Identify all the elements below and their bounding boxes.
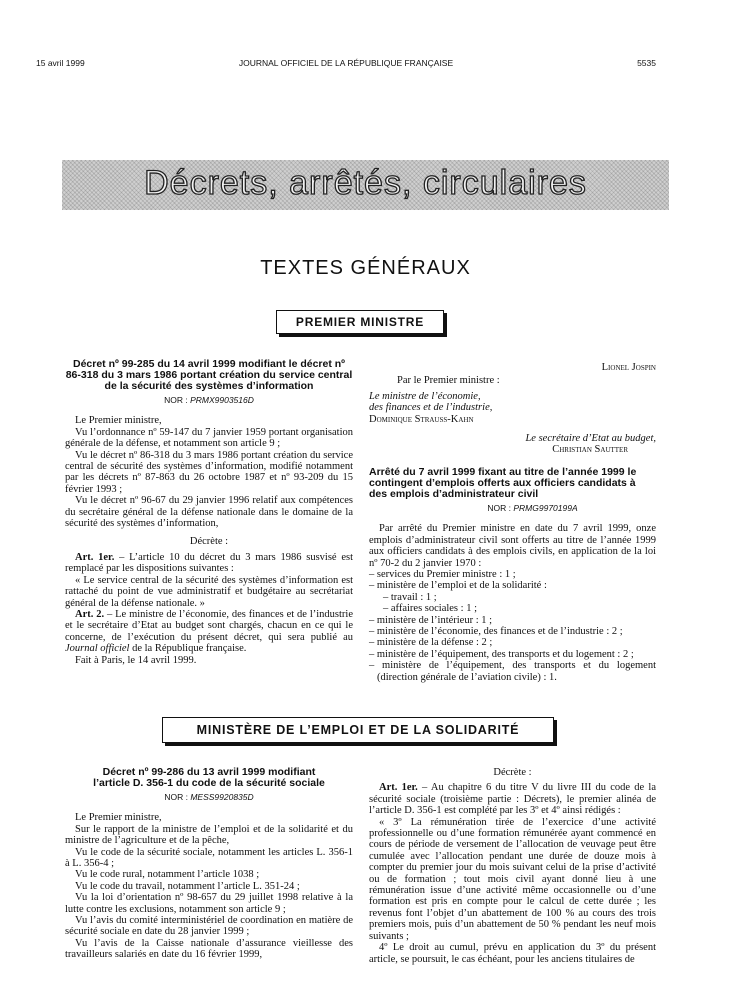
signing-place-date: Fait à Paris, le 14 avril 1999. [75, 654, 197, 666]
nor-code: MESS9920835D [190, 792, 254, 802]
running-header [36, 58, 656, 72]
minister-signature: Dominique Strauss-Kahn [369, 413, 474, 425]
list-item: – services du Premier ministre : 1 ; [369, 569, 656, 580]
header-journal-title: JOURNAL OFFICIEL DE LA RÉPUBLIQUE FRANÇAISE [238, 58, 454, 68]
arrete-intro: Par arrêté du Premier ministre en date du 7 avril 1999, onze emplois d’administrateur civil sont offerts au titre de l’année 1999 aux officiers candidats à des emplois civils, en application de la loi nº 70-2 du 2 janvier 1970 : [369, 523, 656, 569]
preamble-paragraph: Vu l’avis du comité interministériel de coordination en matière de sécurité sociale en date du 28 janvier 1999 ; [65, 915, 353, 938]
nor-reference [409, 503, 656, 514]
list-item: – ministère de l’économie, des finances et de l’industrie : 2 ; [369, 626, 656, 637]
minister-title-line-1: Le ministre de l’économie, [369, 390, 481, 402]
list-item: – ministère de l’emploi et de la solidarité : [369, 580, 656, 591]
journal-officiel-ref: Journal officiel [65, 643, 130, 655]
preamble-paragraph: Vu le décret nº 86-318 du 3 mars 1986 portant création du service central de sécurité des systèmes d’information, modifié notamment par les décrets nº 87-863 du 26 octobre 1987 et nº 93-209 du 15 février 1993 ; [65, 449, 353, 495]
pm-signature: Lionel Jospin [601, 362, 656, 373]
employment-list [369, 569, 656, 683]
preamble-paragraph: Vu l’ordonnance nº 59-147 du 7 janvier 1959 portant organisation générale de la défense, et notamment son article 9 ; [65, 426, 353, 450]
decree-title: Décret nº 99-285 du 14 avril 1999 modifiant le décret nº 86-318 du 3 mars 1986 portant création du service central de la sécurité des systèmes d’information [65, 358, 353, 392]
nor-reference [65, 792, 353, 803]
article-2-text: – Le ministre de l’économie, des finances et de l’industrie et le secrétaire d’Etat au budget sont chargés, chacun en ce qui le concerne, de l’exécution du présent décret, qui sera publié au [65, 608, 353, 643]
decree-title: Décret nº 99-286 du 13 avril 1999 modifiant l’article D. 356-1 du code de la sécurité sociale [93, 766, 325, 789]
preamble-paragraph: Vu le code rural, notamment l’article 1038 ; [75, 869, 260, 881]
nor-code: PRMX9903516D [190, 395, 254, 405]
decrete-label: Décrète : [189, 536, 229, 548]
decree-99-285 [65, 359, 353, 666]
nor-label: NOR : [164, 792, 188, 802]
article-2-label: Art. 2. [75, 608, 105, 620]
decrete-label: Décrète : [493, 767, 532, 778]
article-1-quote: « Le service central de la sécurité des systèmes d’information est rattaché du point de vue administratif et budgétaire au secrétariat général de la défense nationale. » [65, 574, 353, 609]
article-2 [65, 609, 353, 655]
nor-code: PRMG9970199A [513, 503, 578, 513]
article-1-text: – Au chapitre 6 du titre V du livre III du code de la sécurité sociale (troisième partie : Décrets), le premier alinéa de l’article D. 356-1 est complété par les 3º et 4º ainsi rédigés : [369, 782, 656, 817]
preamble-paragraph: Vu le code de la sécurité sociale, notamment les articles L. 356-1 à L. 356-4 ; [65, 846, 353, 870]
nor-label: NOR : [164, 395, 188, 405]
article-1 [65, 552, 353, 575]
list-item: – ministère de l’équipement, des transports et du logement (direction générale de l’aviation civile) : 1. [369, 660, 656, 683]
banner-title: Décrets, arrêtés, circulaires [144, 164, 587, 202]
preamble-paragraph: Le Premier ministre, [75, 812, 162, 824]
signature-block [369, 362, 656, 456]
article-1-paragraph-4: 4º Le droit au cumul, prévu en application du 3º du présent article, se poursuit, le cas échéant, pour les anciens titulaires de [369, 942, 656, 965]
nor-label: NOR : [487, 503, 511, 513]
decree-99-286 [65, 767, 353, 961]
minister-title-line-2: des finances et de l’industrie, [369, 402, 493, 414]
section-title: TEXTES GÉNÉRAUX [260, 257, 471, 279]
secretary-signature: Christian Sautter [552, 444, 628, 456]
article-1-label: Art. 1er. [75, 551, 115, 563]
article-1-paragraph-3: « 3º La rémunération tirée de l’exercice d’une activité professionnelle ou d’une formation rémunérée ayant commencé en cours de période de versement de l’allocation de veuvage peut être cumulée avec l’allocation pendant une durée de douze mois à compter du premier jour du mois suivant celui de la prise d’activité ou de formation ; tout mois civil ayant donné lieu à une rémunération issue d’une activité même occasionnelle ou d’une formation est pris en compte pour le calcul de cette durée ; les revenus font l’objet d’un abattement de 100 % au cours des trois premiers mois, puis d’un abattement de 50 % pendant les neuf mois suivants ; [369, 816, 656, 942]
article-2-end: de la République française. [129, 643, 247, 655]
arrete-title: Arrêté du 7 avril 1999 fixant au titre de l’année 1999 le contingent d’emplois offerts aux officiers candidats à des emplois d’administrateur civil [369, 466, 637, 500]
nor-reference [65, 395, 353, 406]
preamble-paragraph: Vu le code du travail, notamment l’article L. 351-24 ; [75, 880, 300, 892]
section-banner [62, 160, 669, 210]
preamble-paragraph: Sur le rapport de la ministre de l’emploi et de la solidarité et du ministre de l’agriculture et de la pêche, [65, 823, 353, 847]
list-item: – ministère de l’équipement, des transports et du logement : 2 ; [369, 649, 656, 660]
preamble-paragraph: Vu la loi d’orientation nº 98-657 du 29 juillet 1998 relative à la lutte contre les exclusions, notamment son article 9 ; [65, 892, 353, 915]
decree-99-286-articles [369, 767, 656, 965]
list-item: – affaires sociales : 1 ; [369, 603, 656, 614]
arrete-7-avril-1999 [369, 467, 656, 683]
par-premier-ministre: Par le Premier ministre : [397, 375, 500, 387]
header-date: 15 avril 1999 [36, 58, 85, 68]
preamble-paragraph: Vu le décret nº 96-67 du 29 janvier 1996 relatif aux compétences du secrétaire général de la défense nationale dans le domaine de la sécurité des systèmes d’information, [65, 495, 353, 530]
list-item: – ministère de la défense : 2 ; [369, 637, 656, 648]
article-1-label: Art. 1er. [379, 782, 418, 794]
list-item: – ministère de l’intérieur : 1 ; [369, 615, 656, 626]
preamble-paragraph: Le Premier ministre, [75, 415, 162, 427]
header-page-number: 5535 [637, 58, 656, 68]
ministry-heading-premier-ministre: PREMIER MINISTRE [276, 310, 444, 334]
article-1-text: – L’article 10 du décret du 3 mars 1986 susvisé est remplacé par les dispositions suivantes : [65, 551, 353, 575]
preamble-paragraph: Vu l’avis de la Caisse nationale d’assurance vieillesse des travailleurs salariés en date du 16 février 1999, [65, 937, 353, 961]
article-1 [369, 782, 656, 816]
list-item: – travail : 1 ; [369, 592, 656, 603]
ministry-heading-emploi-solidarite: MINISTÈRE DE L’EMPLOI ET DE LA SOLIDARITÉ [162, 717, 554, 743]
secretary-title: Le secrétaire d’Etat au budget, [525, 433, 656, 445]
